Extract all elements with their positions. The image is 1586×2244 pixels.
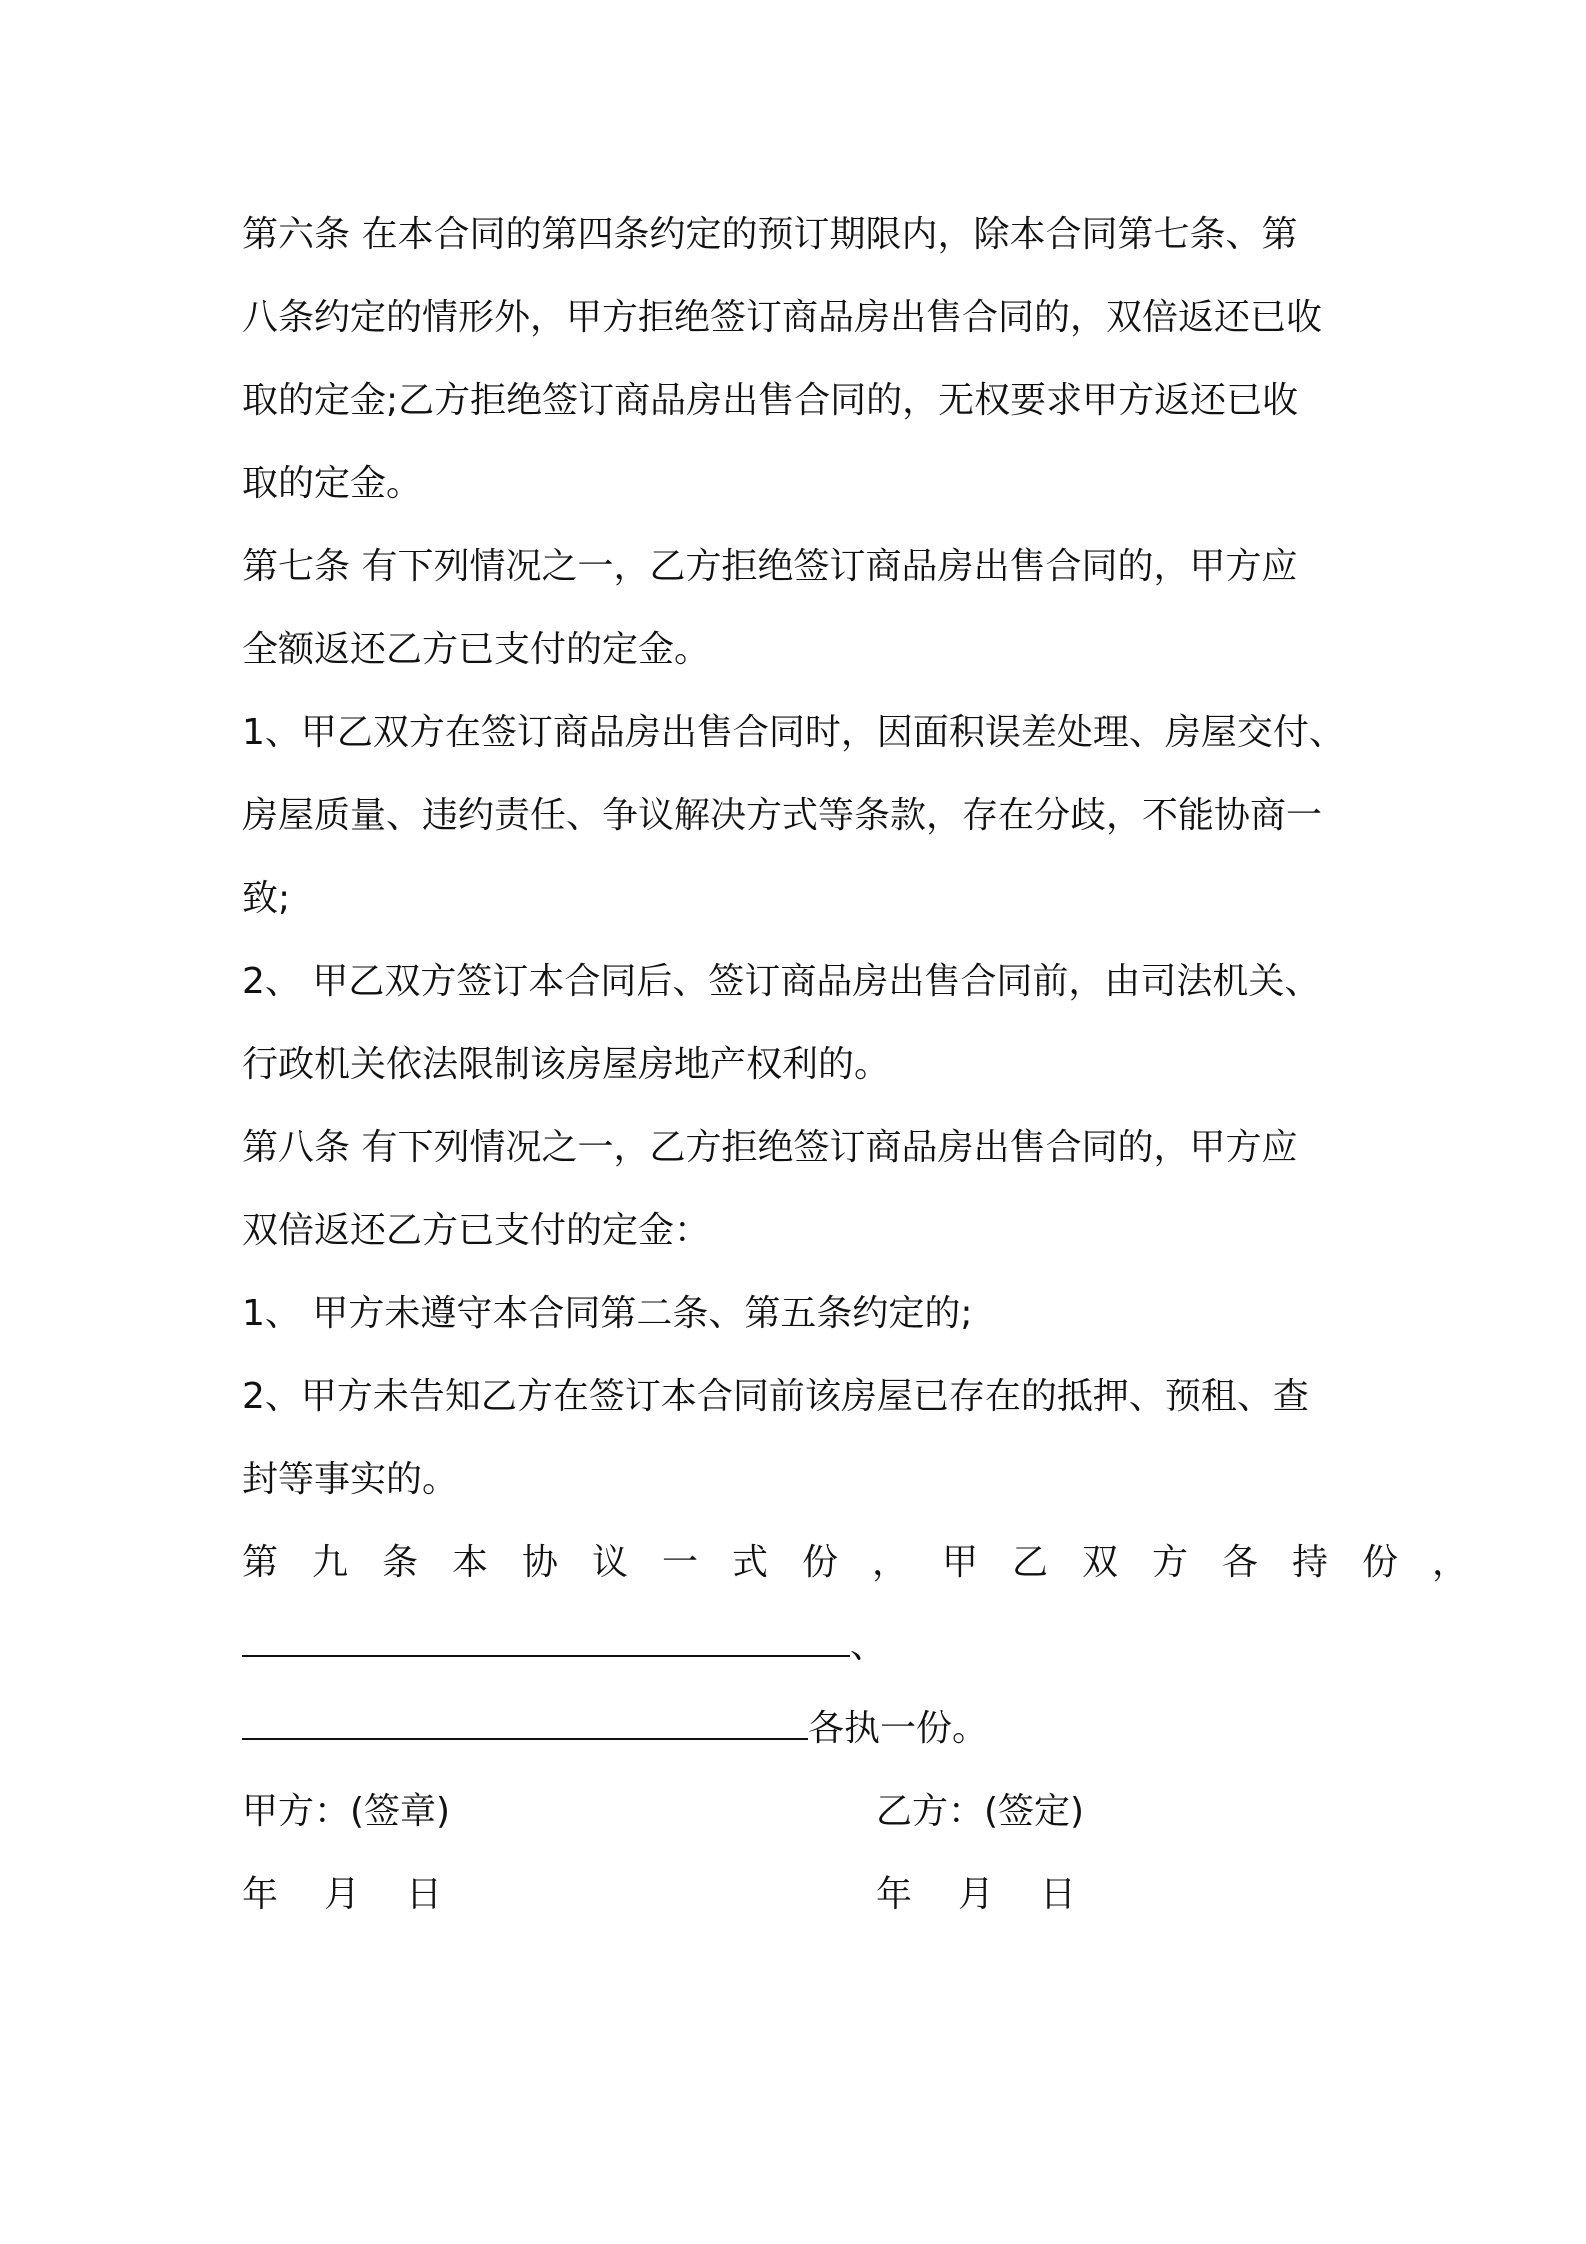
article-8-item-1 (242, 1272, 1362, 1355)
text-line: 封等事实的。 (242, 1459, 459, 1500)
article-7-item-1 (242, 691, 1362, 940)
date-day: 日 (1040, 1874, 1077, 1915)
text-line: 八条约定的情形外，甲方拒绝签订商品房出售合同的，双倍返还已收 (242, 297, 1323, 338)
text-line: 第六条 在本合同的第四条约定的预订期限内，除本合同第七条、第 (242, 214, 1298, 255)
date-day: 日 (406, 1874, 443, 1915)
text-line: 第八条 有下列情况之一，乙方拒绝签订商品房出售合同的，甲方应 (242, 1127, 1298, 1168)
article-6 (242, 193, 1362, 525)
fill-in-blank (242, 1625, 850, 1657)
date-year: 年 (876, 1874, 913, 1915)
party-a-date (242, 1853, 488, 1936)
party-a-signature: 甲方：(签章) (242, 1791, 451, 1832)
party-b-date (876, 1853, 1122, 1936)
article-8 (242, 1106, 1362, 1272)
fill-in-blank (242, 1708, 808, 1740)
text-line: 全额返还乙方已支付的定金。 (242, 629, 711, 670)
party-b-signature: 乙方：(签定) (876, 1791, 1085, 1832)
article-7 (242, 525, 1362, 691)
signature-row (242, 1770, 1362, 1853)
date-row (242, 1853, 1362, 1936)
text-line: 2、 甲乙双方签订本合同后、签订商品房出售合同前，由司法机关、 (242, 961, 1321, 1002)
text-line: 1、 甲方未遵守本合同第二条、第五条约定的; (242, 1293, 973, 1334)
text-line: 第九条本协议一式份，甲乙双方各持份， (242, 1542, 1503, 1583)
text-line: 致; (242, 878, 291, 919)
article-7-item-2 (242, 940, 1362, 1106)
date-month: 月 (958, 1874, 995, 1915)
text-line: 2、甲方未告知乙方在签订本合同前该房屋已存在的抵押、预租、查 (242, 1376, 1309, 1417)
date-month: 月 (324, 1874, 361, 1915)
article-9 (242, 1521, 1503, 1770)
blank-suffix: 、 (850, 1625, 887, 1666)
text-line: 行政机关依法限制该房屋房地产权利的。 (242, 1044, 891, 1085)
text-line: 房屋质量、违约责任、争议解决方式等条款，存在分歧，不能协商一 (242, 795, 1323, 836)
text-line: 取的定金;乙方拒绝签订商品房出售合同的，无权要求甲方返还已收 (242, 380, 1299, 421)
blank-line-1 (242, 1604, 1362, 1687)
text-line: 1、甲乙双方在签订商品房出售合同时，因面积误差处理、房屋交付、 (242, 712, 1345, 753)
text-line: 双倍返还乙方已支付的定金： (242, 1210, 711, 1251)
text-line: 取的定金。 (242, 463, 423, 504)
text-line: 第七条 有下列情况之一，乙方拒绝签订商品房出售合同的，甲方应 (242, 546, 1298, 587)
blank-line-2 (242, 1687, 1362, 1770)
date-year: 年 (242, 1874, 279, 1915)
article-8-item-2 (242, 1355, 1362, 1521)
contract-body (242, 193, 1503, 1936)
blank-suffix: 各执一份。 (808, 1708, 989, 1749)
